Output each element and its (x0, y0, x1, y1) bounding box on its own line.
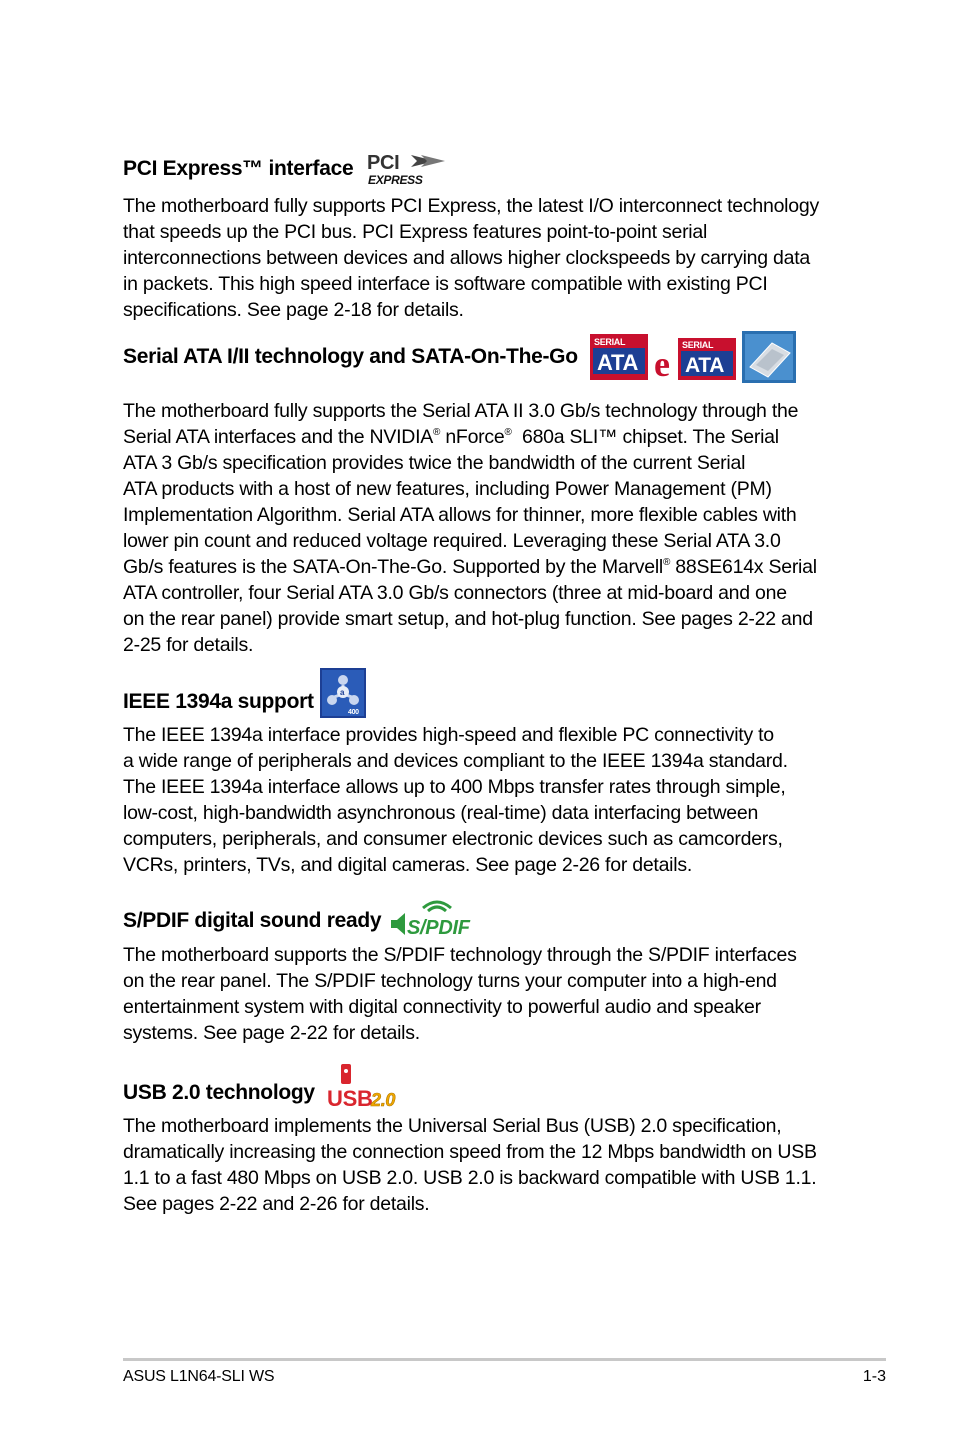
usb-line: See pages 2-22 and 2-26 for details. (123, 1193, 430, 1215)
svg-text:USB: USB (326, 1086, 373, 1111)
usb-section (123, 1061, 843, 1217)
ieee1394-heading-text: IEEE 1394a support (123, 690, 314, 713)
ieee-line: low-cost, high-bandwidth asynchronous (real-time) data interfacing between (123, 802, 759, 824)
svg-text:2.0: 2.0 (370, 1090, 395, 1110)
pci-express-logo-icon (365, 151, 455, 187)
sata-line: ATA controller, four Serial ATA 3.0 Gb/s connectors (three at mid-board and one (123, 582, 787, 604)
footer-divider (123, 1358, 886, 1361)
spdif-heading (123, 897, 843, 941)
spdif-logo-icon (389, 898, 471, 940)
pci-express-heading-text: PCI Express™ interface (123, 157, 354, 180)
sata-line7-b: 88SE614x Serial (670, 556, 817, 578)
svg-text:PCI: PCI (367, 152, 400, 174)
pci-line: that speeds up the PCI bus. PCI Express features point-to-point serial (123, 221, 708, 243)
pci-line: in packets. This high speed interface is software compatible with existing PCI (123, 273, 768, 295)
sata-line: ATA 3 Gb/s specification provides twice the bandwidth of the current Serial (123, 452, 746, 474)
svg-text:a: a (339, 688, 344, 697)
svg-text:ATA: ATA (684, 354, 724, 377)
ieee-line: computers, peripherals, and consumer electronic devices such as camcorders, (123, 828, 783, 850)
sata-line: ATA products with a host of new features, including Power Management (PM) (123, 478, 772, 500)
pci-express-section (123, 151, 843, 323)
sata-heading-text: Serial ATA I/II technology and SATA-On-The-Go (123, 345, 578, 368)
usb-paragraph (123, 1113, 843, 1217)
usb-line: dramatically increasing the connection speed from the 12 Mbps bandwidth on USB (123, 1141, 817, 1163)
spdif-line: on the rear panel. The S/PDIF technology turns your computer into a high-end (123, 970, 777, 992)
usb2-logo-icon (327, 1062, 407, 1112)
ieee1394-section (123, 667, 843, 878)
usb-line: 1.1 to a fast 480 Mbps on USB 2.0. USB 2.0 is backward compatible with USB 1.1. (123, 1167, 817, 1189)
sata-line: lower pin count and reduced voltage required. Leveraging these Serial ATA 3.0 (123, 530, 781, 552)
sata-on-the-go-icon (742, 331, 796, 383)
svg-text:e: e (653, 344, 670, 380)
svg-text:SERIAL: SERIAL (681, 340, 713, 350)
sata-line: 2-25 for details. (123, 634, 254, 656)
footer-product-name: ASUS L1N64-SLI WS (123, 1368, 275, 1385)
esata-logo-icon (654, 334, 736, 380)
sata-line (123, 554, 863, 580)
registered-mark: ® (663, 557, 671, 568)
registered-mark: ® (504, 427, 512, 438)
sata-line: on the rear panel) provide smart setup, and hot-plug function. See pages 2-22 and (123, 608, 813, 630)
ieee1394-heading (123, 667, 843, 719)
sata-line: Implementation Algorithm. Serial ATA allows for thinner, more flexible cables with (123, 504, 797, 526)
pci-line: The motherboard fully supports PCI Express, the latest I/O interconnect technology (123, 195, 819, 217)
svg-text:400: 400 (347, 709, 359, 716)
spdif-section (123, 897, 843, 1046)
spdif-line: systems. See page 2-22 for details. (123, 1022, 420, 1044)
sata-heading (123, 330, 863, 384)
ieee-line: a wide range of peripherals and devices compliant to the IEEE 1394a standard. (123, 750, 788, 772)
ieee-line: VCRs, printers, TVs, and digital cameras. See page 2-26 for details. (123, 854, 693, 876)
footer-page-number: 1-3 (862, 1368, 886, 1385)
spdif-paragraph (123, 942, 843, 1046)
sata-line2-a: Serial ATA interfaces and the NVIDIA (123, 426, 434, 448)
svg-text:ATA: ATA (596, 350, 638, 375)
pci-line: specifications. See page 2-18 for details. (123, 299, 464, 321)
pci-line: interconnections between devices and allows higher clockspeeds by carrying data (123, 247, 810, 269)
pci-express-paragraph (123, 193, 843, 323)
svg-text:S/PDIF: S/PDIF (407, 917, 470, 939)
sata-line (123, 424, 863, 450)
sata-line: The motherboard fully supports the Serial ATA II 3.0 Gb/s technology through the (123, 400, 799, 422)
sata-section (123, 330, 863, 658)
ieee-line: The IEEE 1394a interface provides high-speed and flexible PC connectivity to (123, 724, 774, 746)
ieee-line: The IEEE 1394a interface allows up to 400 Mbps transfer rates through simple, (123, 776, 786, 798)
sata-line2-c: 680a SLI™ chipset. The Serial (511, 426, 779, 448)
ieee1394-paragraph (123, 722, 843, 878)
svg-text:EXPRESS: EXPRESS (368, 173, 423, 187)
usb-line: The motherboard implements the Universal Serial Bus (USB) 2.0 specification, (123, 1115, 782, 1137)
sata-paragraph (123, 398, 863, 658)
ieee1394-logo-icon (320, 668, 366, 718)
pci-express-heading (123, 151, 843, 187)
serial-ata-logo-icon (590, 334, 648, 380)
spdif-line: The motherboard supports the S/PDIF technology through the S/PDIF interfaces (123, 944, 797, 966)
registered-mark: ® (433, 427, 441, 438)
usb-heading (123, 1061, 843, 1113)
svg-text:SERIAL: SERIAL (593, 337, 625, 347)
sata-line2-b: nForce (440, 426, 505, 448)
usb-heading-text: USB 2.0 technology (123, 1081, 315, 1104)
spdif-heading-text: S/PDIF digital sound ready (123, 909, 382, 932)
spdif-line: entertainment system with digital connectivity to powerful audio and speaker (123, 996, 761, 1018)
sata-line7-a: Gb/s features is the SATA-On-The-Go. Supported by the Marvell (123, 556, 664, 578)
